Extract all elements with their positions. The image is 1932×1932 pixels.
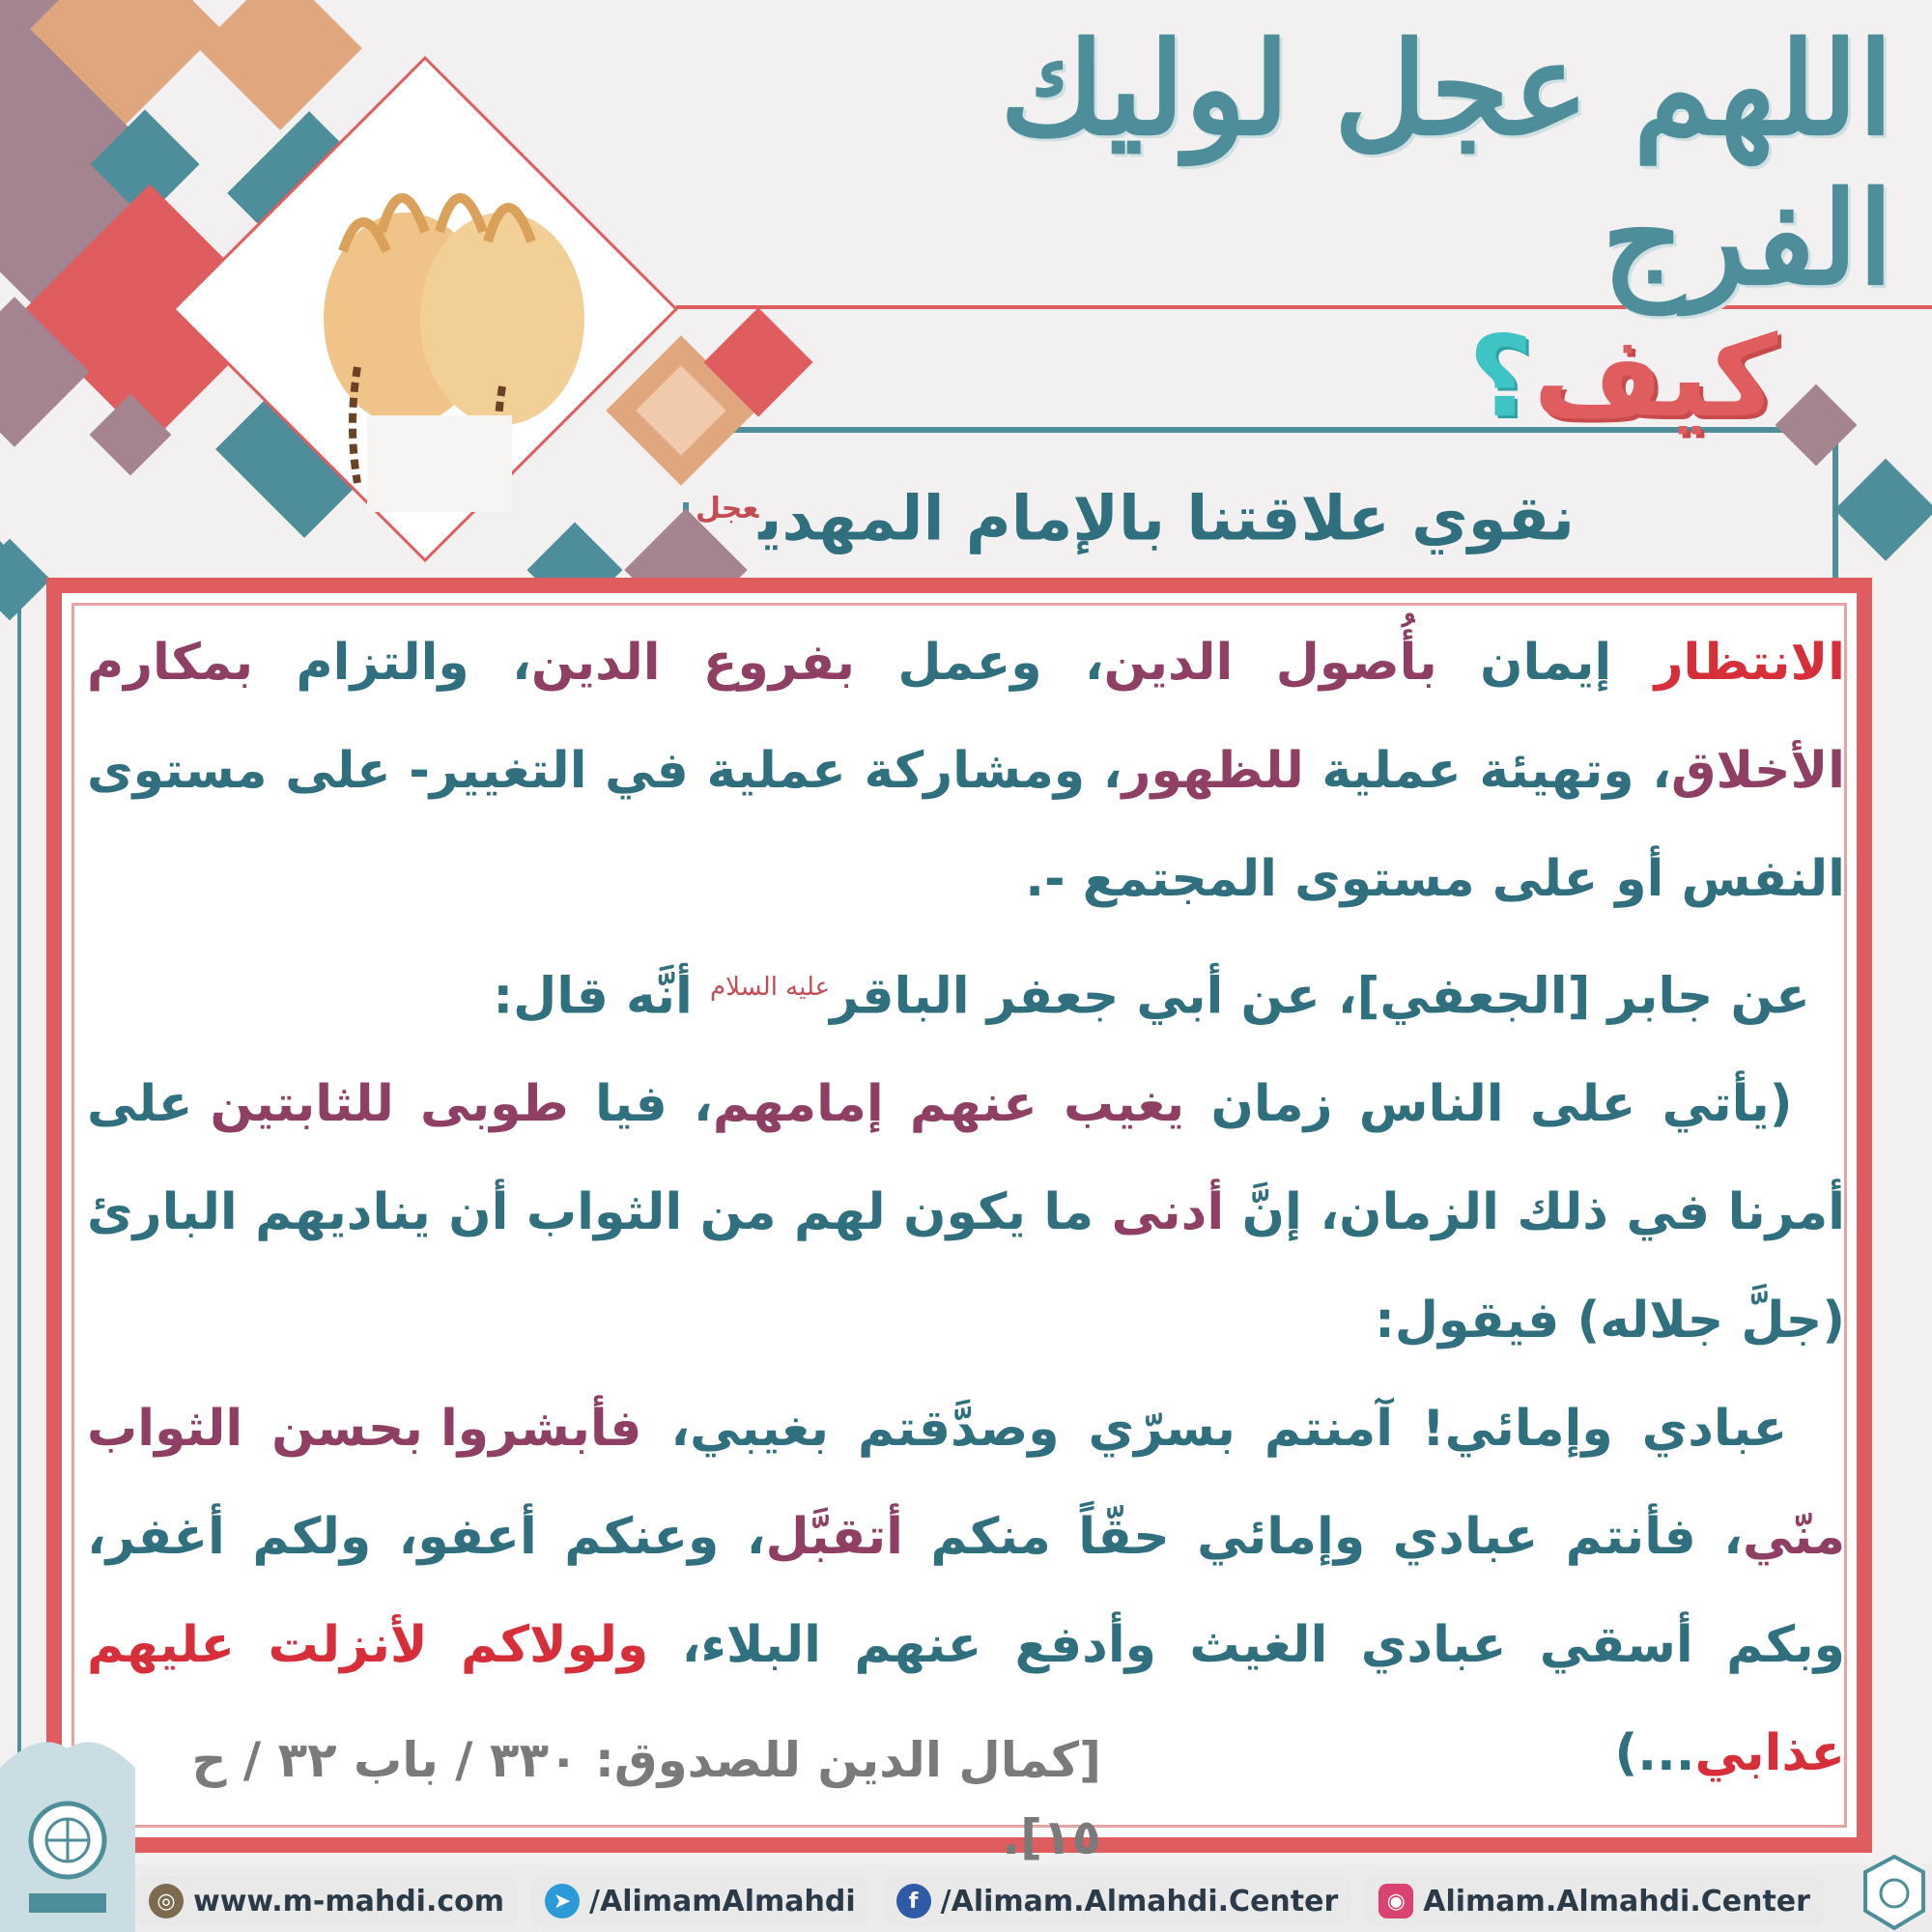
paragraph-intro [87, 609, 1845, 933]
text-segment: ، فيا [568, 1075, 713, 1134]
subtitle-honorific: عجل [696, 492, 759, 526]
honorific: عليه السلام [709, 973, 831, 1002]
keyword-usul: بأُصول الدين [1103, 634, 1437, 692]
kayfa-question-mark: ؟ [1467, 311, 1534, 442]
telegram-icon: ➤ [545, 1884, 580, 1918]
text-segment: أنَّه قال: [493, 967, 710, 1026]
facebook-icon: f [896, 1884, 931, 1918]
text-segment: ، ومشاركة عملية في التغيير- على مستوى النفس أو على مستوى المجتمع -. [87, 742, 1845, 908]
facebook-label: /Alimam.Almahdi.Center [940, 1884, 1339, 1918]
keyword-ataqabbal: أتقبَّل [765, 1508, 903, 1567]
facebook-link[interactable] [883, 1876, 1352, 1926]
keyword-furu: بفروع الدين [530, 634, 856, 692]
paragraph-hadith-1 [87, 1050, 1845, 1375]
text-segment: ، فأنتم عبادي وإمائي حقّاً منكم [902, 1508, 1743, 1567]
seal-logo-icon [1861, 1855, 1928, 1930]
text-segment: عن جابر [الجعفي]، عن أبي جعفر الباقر [830, 967, 1810, 1026]
text-segment: إيمان [1436, 634, 1655, 692]
telegram-label: /AlimamAlmahdi [589, 1884, 856, 1918]
text-segment: ، وعنكم أعفو، ولكم أغفر، وبكم أسقي عبادي الغيث وأدفع عنهم البلاء، [87, 1508, 1845, 1675]
website-link[interactable] [135, 1876, 518, 1926]
text-segment: عبادي وإمائي! آمنتم بسرّي وصدَّقتم بغيبي، [641, 1400, 1788, 1459]
source-citation: [كمال الدين للصدوق: ٣٣٠ / باب ٣٢ / ح ١٥]. [191, 1732, 1101, 1865]
text-segment: (يأتي على الناس زمان [1184, 1075, 1793, 1134]
keyword-adna: أدنى [1111, 1183, 1225, 1242]
keyword-abshiru: فأبشروا بحسن الثواب منّي [87, 1400, 1846, 1567]
text-segment: على أمرنا في ذلك الزمان، إنَّ [87, 1075, 1845, 1242]
subtitle [686, 456, 1575, 562]
instagram-link[interactable] [1365, 1876, 1824, 1926]
keyword-tuba: طوبى للثابتين [210, 1075, 569, 1134]
keyword-intidhar: الانتظار [1654, 634, 1845, 692]
telegram-link[interactable] [531, 1876, 869, 1926]
instagram-label: Alimam.Almahdi.Center [1423, 1884, 1810, 1918]
text-segment: ...) [1614, 1724, 1695, 1783]
text-segment: ، وتهيئة عملية [1303, 742, 1671, 800]
center-logo-icon [0, 1700, 135, 1932]
keyword-adhabi: ولولاكم لأنزلت عليهم عذابي [87, 1616, 1845, 1783]
footer-links [135, 1876, 1855, 1926]
text-segment: ، وعمل [855, 634, 1104, 692]
subtitle-text: نقوي علاقتنا بالإمام المهدي [758, 483, 1575, 555]
website-label: www.m-mahdi.com [193, 1884, 505, 1918]
header-calligraphy: اللهم عجل لوليك الفرج [1000, 14, 1893, 314]
globe-icon: ◎ [149, 1884, 184, 1918]
title-kayfa [1459, 304, 1787, 449]
kayfa-word: كيف [1533, 311, 1778, 442]
article-body [87, 609, 1846, 1783]
keyword-makarim: بمكارم الأخلاق [87, 634, 1845, 800]
paragraph-narrator [87, 933, 1845, 1050]
keyword-ghayba: يغيب عنهم إمامهم [712, 1075, 1185, 1134]
keyword-zuhur: للظهور [1122, 742, 1304, 800]
text-segment: ما يكون لهم من الثواب أن يناديهم البارئ (جلَّ جلاله) فيقول: [87, 1183, 1845, 1350]
instagram-icon: ◉ [1378, 1884, 1413, 1918]
text-segment: ، والتزام [253, 634, 531, 692]
